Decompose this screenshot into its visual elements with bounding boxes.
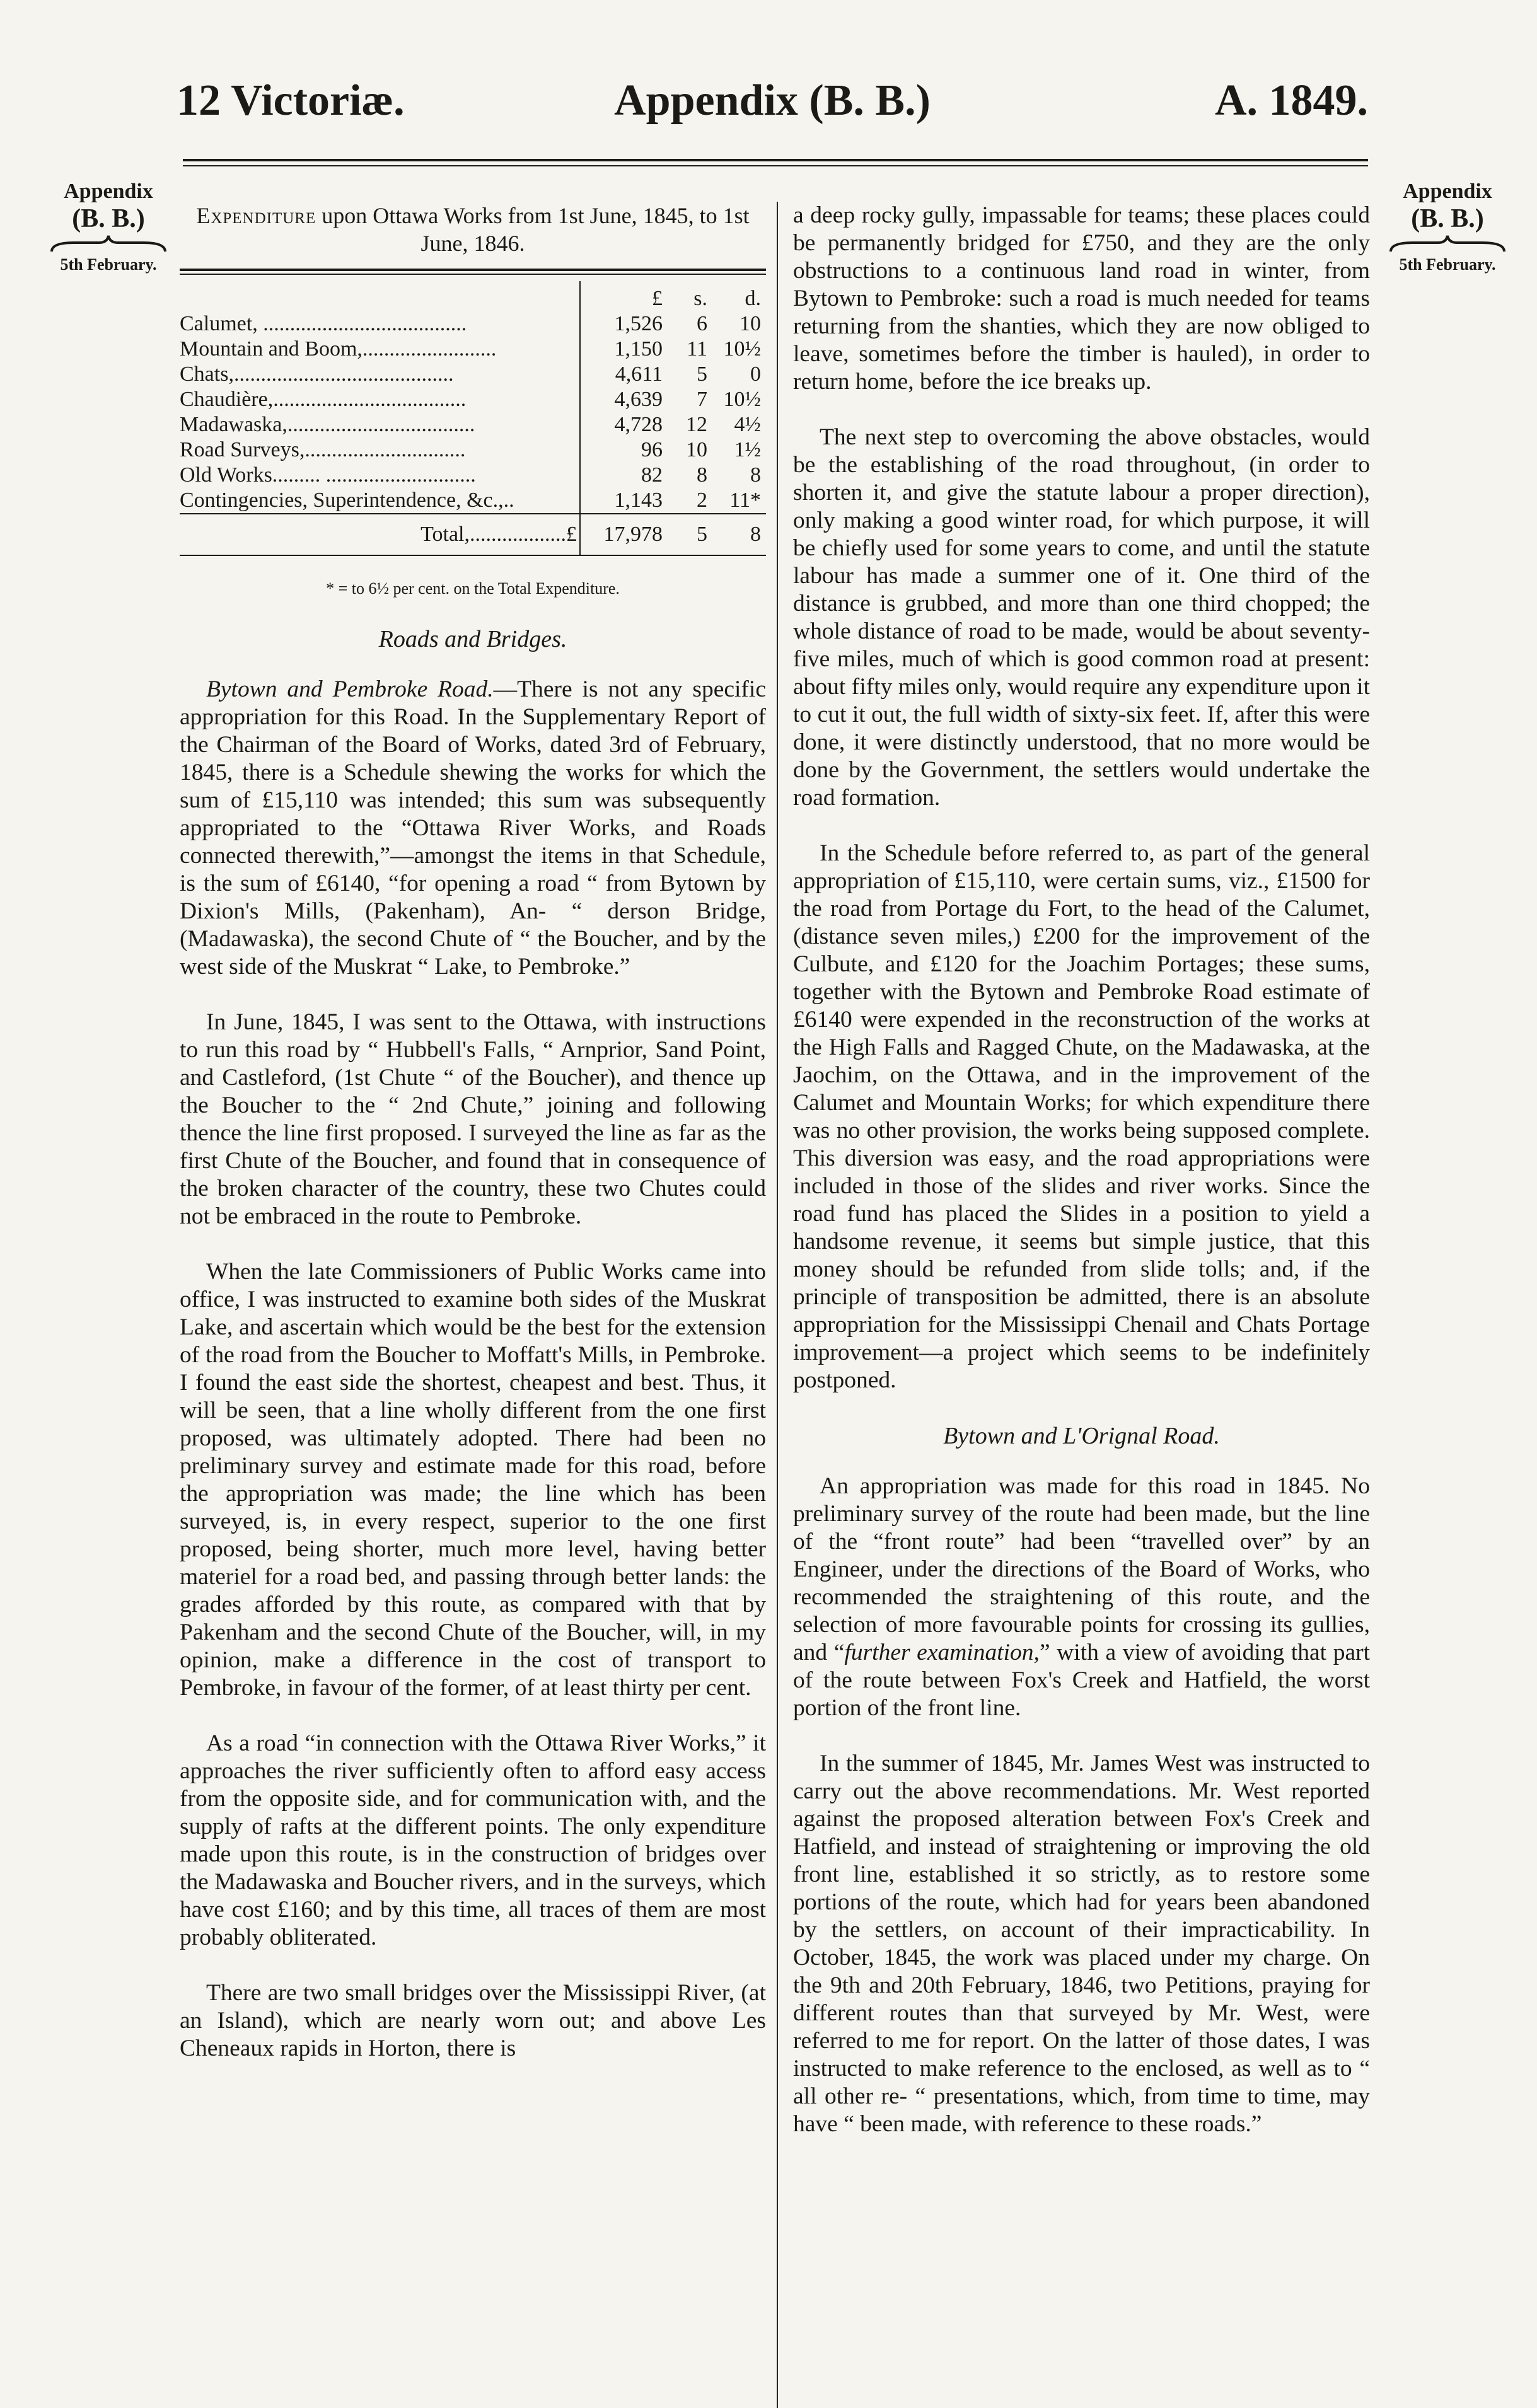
header-session: 12 Victoriæ. bbox=[177, 76, 405, 125]
row-label: Mountain and Boom,......................... bbox=[180, 337, 497, 361]
table-row bbox=[180, 311, 766, 337]
row-shillings: 6 bbox=[697, 312, 707, 335]
expenditure-title-lead: Expenditure bbox=[196, 203, 316, 228]
brace-icon bbox=[1388, 234, 1507, 255]
table-footnote: * = to 6½ per cent. on the Total Expenditure. bbox=[326, 579, 620, 598]
row-pence: 0 bbox=[750, 362, 761, 386]
row-pounds: 96 bbox=[580, 437, 673, 463]
row-label: Chaudière,.................................... bbox=[180, 388, 467, 411]
margin-note-right bbox=[1384, 180, 1511, 274]
table-bottom-rule bbox=[180, 555, 766, 556]
total-shillings: 5 bbox=[673, 514, 707, 555]
table-header-row bbox=[180, 281, 766, 311]
left-column bbox=[180, 202, 766, 2090]
row-shillings: 12 bbox=[686, 413, 707, 436]
expenditure-title-rest: upon Ottawa Works from 1st June, 1845, to 1st June, 1846. bbox=[322, 203, 750, 256]
table-top-rule bbox=[180, 269, 766, 275]
row-pounds: 1,150 bbox=[580, 337, 673, 362]
paragraph-text: ” with a view of avoiding that part of the route between Fox's Creek and Hatfield, the worst portion of the front line. bbox=[793, 1640, 1371, 1721]
table-row bbox=[180, 387, 766, 412]
row-pence: 10 bbox=[740, 312, 761, 335]
margin-note-date: 5th February. bbox=[60, 255, 157, 274]
right-column bbox=[793, 202, 1370, 2166]
paragraph: There are two small bridges over the Mississippi River, (at an Island), which are nearly worn out; and above Les Cheneaux rapids in Horton, there is bbox=[180, 1980, 766, 2061]
col-header-pence: d. bbox=[745, 287, 761, 310]
margin-note-appendix: Appendix bbox=[1403, 180, 1492, 203]
paragraph bbox=[180, 676, 766, 981]
col-header-pounds: £ bbox=[580, 281, 673, 311]
table-row bbox=[180, 488, 766, 514]
row-pounds: 4,728 bbox=[580, 412, 673, 437]
paragraph-text: An appropriation was made for this road in 1845. No preliminary survey of the route had been made, but the line of the “front route” had been “travelled over” by an Engineer, under the directions of the Board of Works, who recommended the straightening of this route, and the selection of more favourable points for crossing its gullies, and “ bbox=[793, 1473, 1370, 1665]
section-heading-lorignal: Bytown and L'Orignal Road. bbox=[943, 1423, 1220, 1449]
paragraph: a deep rocky gully, impassable for teams; these places could be permanently bridged for £750, and they are the only obstructions to a continuous land road in winter, from Bytown to Pembroke: such a road is much needed for teams returning from the shanties, which they are now obliged to leave, sometimes before the timber is hauled), in order to return home, before the ice breaks up. bbox=[793, 202, 1370, 395]
col-header-shillings: s. bbox=[693, 287, 707, 310]
row-pounds: 1,143 bbox=[580, 488, 673, 514]
row-pence: 11* bbox=[729, 489, 761, 512]
total-pence: 8 bbox=[707, 514, 766, 555]
row-pounds: 4,611 bbox=[580, 362, 673, 387]
row-pence: 1½ bbox=[734, 438, 761, 461]
table-row bbox=[180, 362, 766, 387]
row-pounds: 4,639 bbox=[580, 387, 673, 412]
running-header bbox=[177, 76, 1368, 126]
paragraph: The next step to overcoming the above obstacles, would be the establishing of the road throughout, (in order to shorten it, and give the statute labour a proper direction), only making a good winter road, for which purpose, it will be chiefly used for some years to come, and until the statute labour has made a summer one of it. One third of the distance is grubbed, and more than one third chopped; the whole distance of road to be made, would be about seventy-five miles, much of which is good common road at present: about fifty miles only, would require any expenditure upon it to cut it out, the full width of sixty-six feet. If, after this were done, it were distinctly understood, that no more would be done by the Government, the settlers would undertake the road formation. bbox=[793, 424, 1370, 811]
row-label: Road Surveys,.............................. bbox=[180, 438, 466, 461]
total-label: Total,..................£ bbox=[180, 514, 580, 555]
paragraph-italic: further examination, bbox=[844, 1640, 1040, 1665]
row-shillings: 5 bbox=[697, 362, 707, 386]
paragraph: In the summer of 1845, Mr. James West was instructed to carry out the above recommendations. Mr. West reported against the proposed alteration between Fox's Creek and Hatfield, and instead of straightening or improving the old front line, established it so strictly, as to restore some portions of the route, which had for years been abandoned by the settlers, on account of their impracticability. In October, 1845, the work was placed under my charge. On the 9th and 20th February, 1846, two Petitions, praying for different routes than that surveyed by Mr. West, were referred to me for report. On the latter of those dates, I was instructed to make reference to the enclosed, as well as to “ all other re- “ presentations, which, from time to time, may have “ been made, with reference to these roads.” bbox=[793, 1751, 1370, 2137]
table-row bbox=[180, 412, 766, 437]
total-row bbox=[180, 514, 766, 555]
row-pence: 10½ bbox=[723, 337, 761, 361]
row-label: Calumet, ...................................... bbox=[180, 312, 467, 335]
row-label: Contingencies, Superintendence, &c.,.. bbox=[180, 489, 514, 512]
paragraph: In June, 1845, I was sent to the Ottawa, with instructions to run this road by “ Hubbell's Falls, “ Arnprior, Sand Point, and Castleford, (1st Chute “ of the Boucher), and thence up the Boucher to the “ 2nd Chute,” joining and following thence the line first proposed. I surveyed the line as far as the first Chute of the Boucher, and found that in consequence of the broken character of the country, these two Chutes could not be embraced in the route to Pembroke. bbox=[180, 1009, 766, 1229]
row-label: Chats,......................................... bbox=[180, 362, 454, 386]
total-pounds: 17,978 bbox=[580, 514, 673, 555]
row-shillings: 8 bbox=[697, 463, 707, 487]
row-label: Old Works......... ............................ bbox=[180, 463, 476, 487]
paragraph-text: —There is not any specific appropriation for this Road. In the Supplementary Report of the Chairman of the Board of Works, dated 3rd of February, 1845, there is a Schedule shewing the works for which the sum of £15,110 was intended; this sum was subsequently appropriated to the “Ottawa River Works, and Roads connected therewith,”—amongst the items in that Schedule, is the sum of £6140, “for opening a road “ from Bytown by Dixion's Mills, (Pakenham), An- “ derson Bridge, (Madawaska), the second Chute of “ the Boucher, and by the west side of the Muskrat “ Lake, to Pembroke.” bbox=[180, 676, 766, 980]
row-pence: 10½ bbox=[723, 388, 761, 411]
paragraph: In the Schedule before referred to, as part of the general appropriation of £15,110, were certain sums, viz., £1500 for the road from Portage du Fort, to the head of the Calumet, (distance seven miles,) £200 for the improvement of the Culbute, and £120 for the Joachim Portages; these sums, together with the Bytown and Pembroke Road estimate of £6140 were expended in the reconstruction of the works at the High Falls and Ragged Chute, on the Madawaska, at the Jaochim, on the Ottawa, and in the improvement of the Calumet and Mountain Works; for which expenditure there was no other provision, the works being supposed complete. This diversion was easy, and the road appropriations were included in those of the slides and river works. Since the road fund has placed the Slides in a position to yield a handsome revenue, it seems but simple justice, that this money should be refunded from slide tolls; and, if the principle of transposition be admitted, there is an absolute appropriation for the Mississippi Chenail and Chats Portage improvement—a project which seems to be indefinitely postponed. bbox=[793, 840, 1370, 1393]
row-shillings: 2 bbox=[697, 489, 707, 512]
margin-note-left bbox=[45, 180, 171, 274]
row-pence: 8 bbox=[750, 463, 761, 487]
paragraph bbox=[793, 1473, 1370, 1722]
row-pounds: 82 bbox=[580, 463, 673, 488]
row-shillings: 7 bbox=[697, 388, 707, 411]
section-heading-roads: Roads and Bridges. bbox=[378, 626, 567, 652]
margin-note-bb: (B. B.) bbox=[72, 204, 145, 233]
brace-icon bbox=[49, 234, 168, 255]
margin-note-bb: (B. B.) bbox=[1411, 204, 1484, 233]
row-pounds: 1,526 bbox=[580, 311, 673, 337]
column-divider bbox=[777, 202, 778, 2408]
header-year: A. 1849. bbox=[1214, 76, 1368, 125]
row-shillings: 11 bbox=[687, 337, 707, 361]
margin-note-appendix: Appendix bbox=[64, 180, 153, 203]
row-shillings: 10 bbox=[686, 438, 707, 461]
table-row bbox=[180, 437, 766, 463]
paragraph: When the late Commissioners of Public Works came into office, I was instructed to examine both sides of the Muskrat Lake, and ascertain which would be the best for the extension of the road from the Boucher to Moffatt's Mills, in Pembroke. I found the east side the shortest, cheapest and best. Thus, it will be seen, that a line wholly different from the one first proposed, was ultimately adopted. There had been no preliminary survey and estimate made for this road, before the appropriation was made; the line which has been surveyed, is, in every respect, superior to the one first proposed, being shorter, much more level, having better materiel for a road bed, and passing through better lands: the grades afforded by this route, as compared with that by Pakenham and the second Chute of the Boucher, will, in my opinion, make a difference in the cost of transport to Pembroke, in favour of the former, of at least thirty per cent. bbox=[180, 1259, 766, 1701]
header-appendix: Appendix (B. B.) bbox=[614, 76, 931, 125]
margin-note-date: 5th February. bbox=[1399, 255, 1496, 274]
row-pence: 4½ bbox=[734, 413, 761, 436]
paragraph: As a road “in connection with the Ottawa River Works,” it approaches the river sufficiently often to afford easy access from the opposite side, and for communication with, and the supply of rafts at the different points. The only expenditure made upon this route, is in the construction of bridges over the Madawaska and Boucher rivers, and in the surveys, which have cost £160; and by this time, all traces of them are most probably obliterated. bbox=[180, 1730, 766, 1950]
header-rule bbox=[183, 159, 1368, 166]
row-label: Madawaska,................................... bbox=[180, 413, 475, 436]
expenditure-table bbox=[180, 281, 766, 555]
expenditure-title bbox=[180, 202, 766, 257]
table-row bbox=[180, 463, 766, 488]
table-row bbox=[180, 337, 766, 362]
paragraph-lead: Bytown and Pembroke Road. bbox=[206, 676, 494, 702]
